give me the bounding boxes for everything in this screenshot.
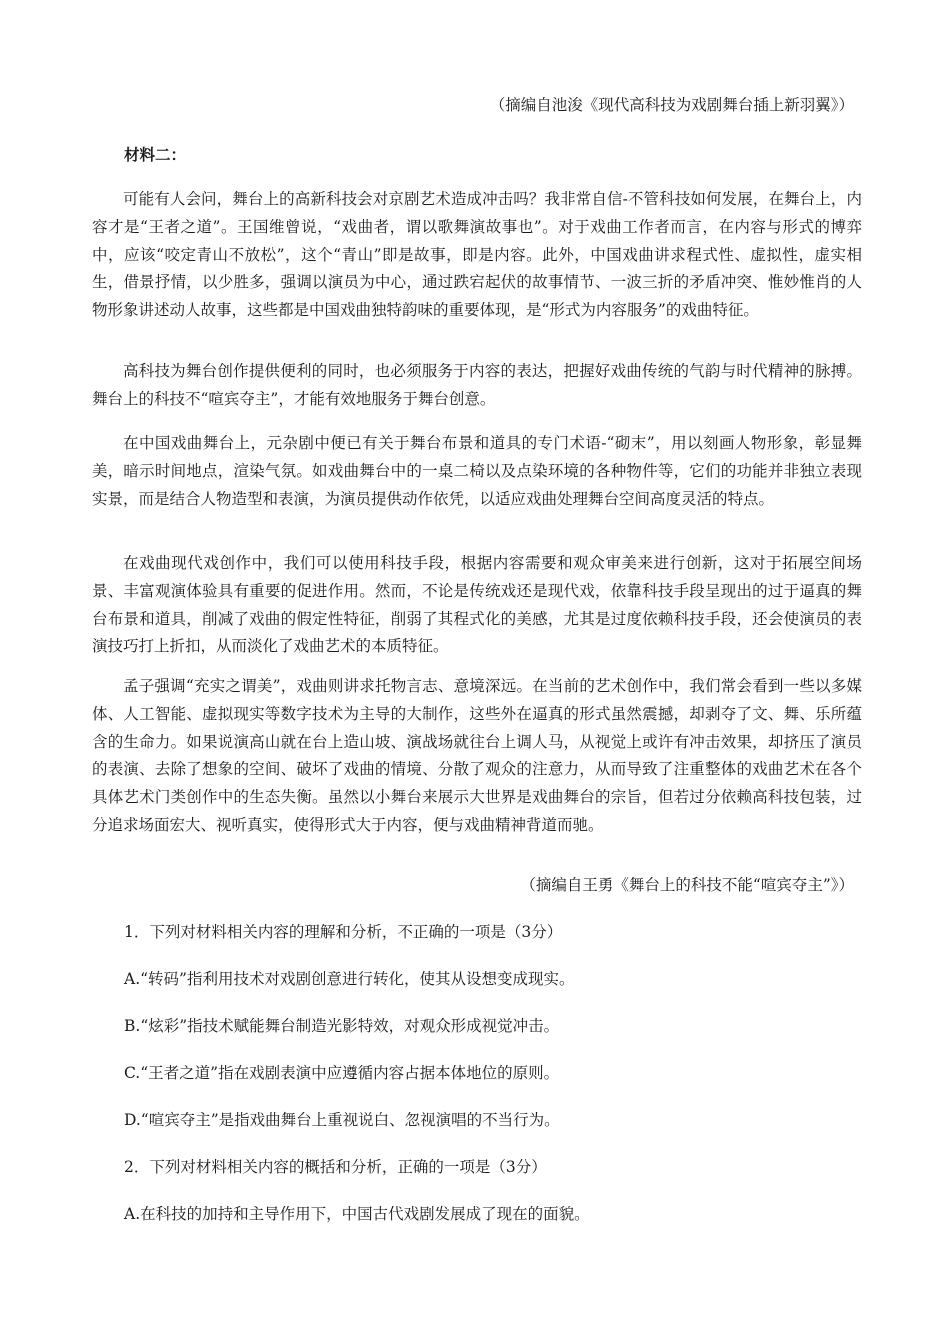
paragraph-3: 在中国戏曲舞台上，元杂剧中便已有关于舞台布景和道具的专门术语-“砌末”，用以刻画人物形象，彰显舞美，暗示时间地点，渲染气氛。如戏曲舞台中的一桌二椅以及点染环境的各种物件等，它们的功能并非独立表现实景，而是结合人物造型和表演，为演员提供动作依凭，以适应戏曲处理舞台空间高度灵活的特点。 [92, 434, 862, 508]
source-citation-1: （摘编自池浚《现代高科技为戏剧舞台插上新羽翼》） [489, 96, 854, 114]
paragraph-4: 在戏曲现代戏创作中，我们可以使用科技手段，根据内容需要和观众审美来进行创新，这对于拓展空间场景、丰富观演体验具有重要的促进作用。然而，不论是传统戏还是现代戏，依靠科技手段呈现出的过于逼真的舞台布景和道具，削减了戏曲的假定性特征，削弱了其程式化的美感，尤其是过度依赖科技手段，还会使演员的表演技巧打上折扣，从而淡化了戏曲艺术的本质特征。 [92, 554, 862, 656]
question-1-stem: 1．下列对材料相关内容的理解和分析，不正确的一项是（3分） [124, 923, 563, 941]
question-1-option-a: A.“转码”指利用技术对戏剧创意进行转化，使其从设想变成现实。 [124, 970, 575, 988]
question-1-option-c: C.“王者之道”指在戏剧表演中应遵循内容占据本体地位的原则。 [124, 1064, 560, 1082]
paragraph-2: 高科技为舞台创作提供便利的同时，也必须服务于内容的表达，把握好戏曲传统的气韵与时代精神的脉搏。舞台上的科技不“喧宾夺主”，才能有效地服务于舞台创意。 [92, 362, 862, 408]
question-1-option-d: D.“喧宾夺主”是指戏曲舞台上重视说白、忽视演唱的不当行为。 [124, 1111, 560, 1129]
source-citation-2: （摘编自王勇《舞台上的科技不能“喧宾夺主”》） [520, 876, 854, 894]
paragraph-5: 孟子强调“充实之谓美”，戏曲则讲求托物言志、意境深远。在当前的艺术创作中，我们常会看到一些以多媒体、人工智能、虚拟现实等数字技术为主导的大制作，这些外在逼真的形式虽然震撼，却剥夺了文、舞、乐所蕴含的生命力。如果说演高山就在台上造山坡、演战场就往台上调人马，从视觉上或许有冲击效果，却挤压了演员的表演、去除了想象的空间、破坏了戏曲的情境、分散了观众的注意力，从而导致了注重整体的戏曲艺术在各个具体艺术门类创作中的生态失衡。虽然以小舞台来展示大世界是戏曲舞台的宗旨，但若过分依赖高科技包装，过分追求场面宏大、视听真实，使得形式大于内容，便与戏曲精神背道而驰。 [92, 677, 862, 834]
material-2-heading: 材料二： [124, 145, 187, 164]
question-2-stem: 2．下列对材料相关内容的概括和分析，正确的一项是（3分） [124, 1158, 547, 1176]
question-2-option-a: A.在科技的加持和主导作用下，中国古代戏剧发展成了现在的面貌。 [124, 1205, 590, 1223]
question-1-option-b: B.“炫彩”指技术赋能舞台制造光影特效，对观众形成视觉冲击。 [124, 1017, 560, 1035]
paragraph-1: 可能有人会问，舞台上的高新科技会对京剧艺术造成冲击吗？我非常自信-不管科技如何发展，在舞台上，内容才是“王者之道”。王国维曾说，“戏曲者，谓以歌舞演故事也”。对于戏曲工作者而言，在内容与形式的博弈中，应该“咬定青山不放松”，这个“青山”即是故事，即是内容。此外，中国戏曲讲求程式性、虚拟性，虚实相生，借景抒情，以少胜多，强调以演员为中心，通过跌宕起伏的故事情节、一波三折的矛盾冲突、惟妙惟肖的人物形象讲述动人故事，这些都是中国戏曲独特韵味的重要体现，是“形式为内容服务”的戏曲特征。 [92, 190, 862, 320]
